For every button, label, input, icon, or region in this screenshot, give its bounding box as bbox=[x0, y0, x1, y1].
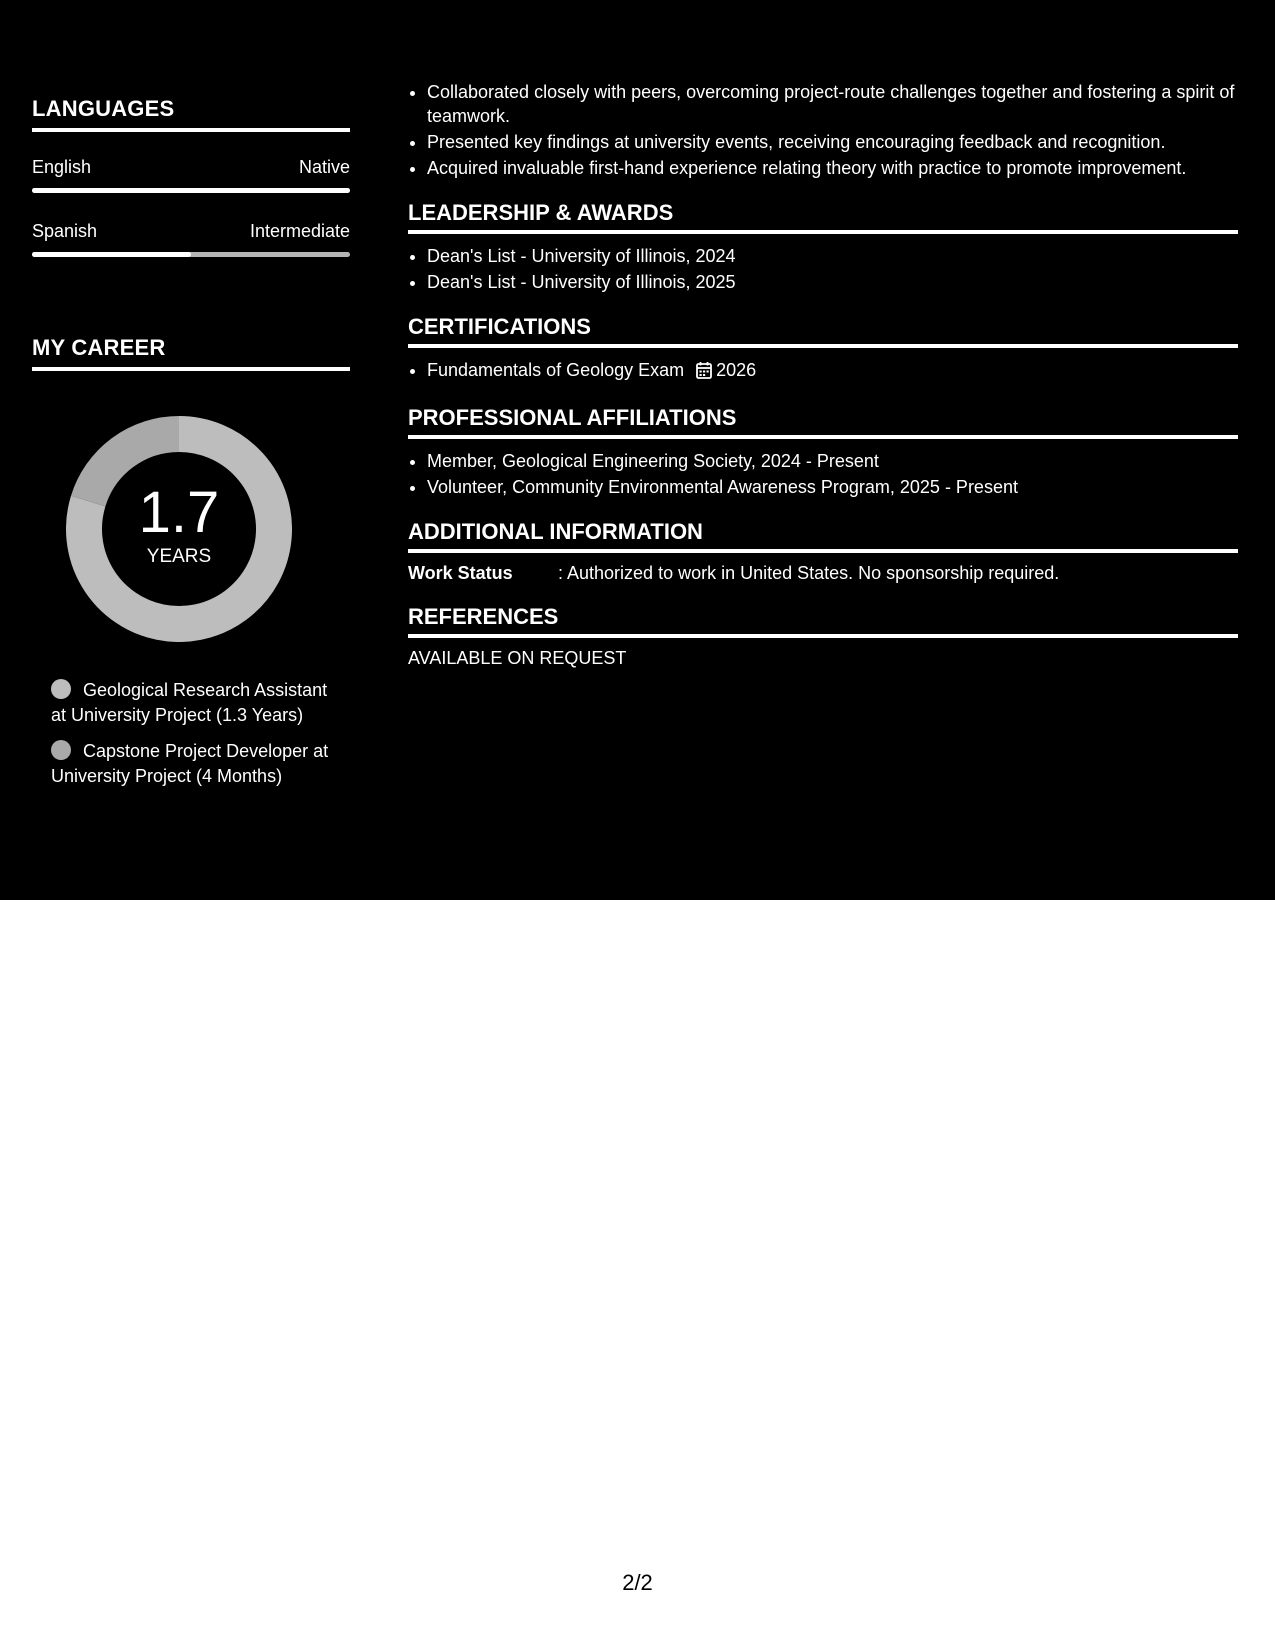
affiliations-list bbox=[408, 449, 1238, 499]
references-text: AVAILABLE ON REQUEST bbox=[408, 648, 627, 668]
affiliations-heading: PROFESSIONAL AFFILIATIONS bbox=[408, 405, 1238, 439]
career-item-label: Geological Research Assistant at University Project (1.3 Years) bbox=[51, 680, 328, 725]
experience-bullet: • Collaborated closely with peers, overcoming project-route challenges together and fostering a spirit of teamwork. bbox=[427, 80, 1238, 128]
page-number: 2/2 bbox=[622, 1570, 653, 1595]
leadership-item: • Dean's List - University of Illinois, 2025 bbox=[427, 270, 1238, 294]
references-heading: REFERENCES bbox=[408, 604, 1238, 638]
sidebar bbox=[0, 0, 383, 900]
certifications-heading: CERTIFICATIONS bbox=[408, 314, 1238, 348]
languages-heading: LANGUAGES bbox=[32, 96, 350, 132]
main-content bbox=[408, 80, 1238, 669]
career-donut-chart bbox=[66, 416, 292, 642]
language-name: Spanish bbox=[32, 221, 98, 241]
language-proficiency-bar bbox=[32, 188, 350, 193]
certification-name: Fundamentals of Geology Exam bbox=[427, 360, 685, 380]
experience-bullet: • Presented key findings at university events, receiving encouraging feedback and recognition. bbox=[427, 130, 1238, 154]
affiliation-item: • Volunteer, Community Environmental Awareness Program, 2025 - Present bbox=[427, 475, 1238, 499]
language-name: English bbox=[32, 157, 92, 177]
leadership-item: • Dean's List - University of Illinois, 2024 bbox=[427, 244, 1238, 268]
certifications-list bbox=[408, 358, 1238, 385]
certification-item bbox=[427, 358, 1238, 385]
career-heading: MY CAREER bbox=[32, 335, 350, 371]
career-total-value: 1.7 bbox=[138, 480, 220, 545]
work-status-row bbox=[408, 563, 1238, 584]
calendar-icon bbox=[696, 361, 712, 385]
language-proficiency-fill bbox=[32, 252, 191, 257]
language-proficiency-fill bbox=[32, 188, 350, 193]
sidebar-content bbox=[32, 96, 350, 800]
career-item bbox=[51, 739, 331, 789]
career-list bbox=[51, 678, 331, 789]
language-level: Native bbox=[298, 157, 350, 177]
experience-bullets bbox=[408, 80, 1238, 180]
career-item bbox=[51, 678, 331, 728]
leadership-list bbox=[408, 244, 1238, 294]
language-level: Intermediate bbox=[249, 221, 350, 241]
language-entry-english bbox=[32, 157, 350, 193]
career-legend-dot bbox=[51, 740, 71, 760]
language-entry-spanish bbox=[32, 221, 350, 257]
leadership-heading: LEADERSHIP & AWARDS bbox=[408, 200, 1238, 234]
career-total-unit: YEARS bbox=[146, 546, 212, 567]
career-item-label: Capstone Project Developer at University Project (4 Months) bbox=[51, 741, 329, 786]
experience-bullet: • Acquired invaluable first-hand experience relating theory with practice to promote improvement. bbox=[427, 156, 1238, 180]
affiliation-item: • Member, Geological Engineering Society, 2024 - Present bbox=[427, 449, 1238, 473]
career-legend-dot bbox=[51, 679, 71, 699]
work-status-label: Work Status bbox=[408, 563, 513, 583]
additional-info-heading: ADDITIONAL INFORMATION bbox=[408, 519, 1238, 553]
work-status-value: : Authorized to work in United States. No sponsorship required. bbox=[558, 563, 1060, 583]
language-proficiency-bar bbox=[32, 252, 350, 257]
certification-year: 2026 bbox=[716, 360, 757, 380]
